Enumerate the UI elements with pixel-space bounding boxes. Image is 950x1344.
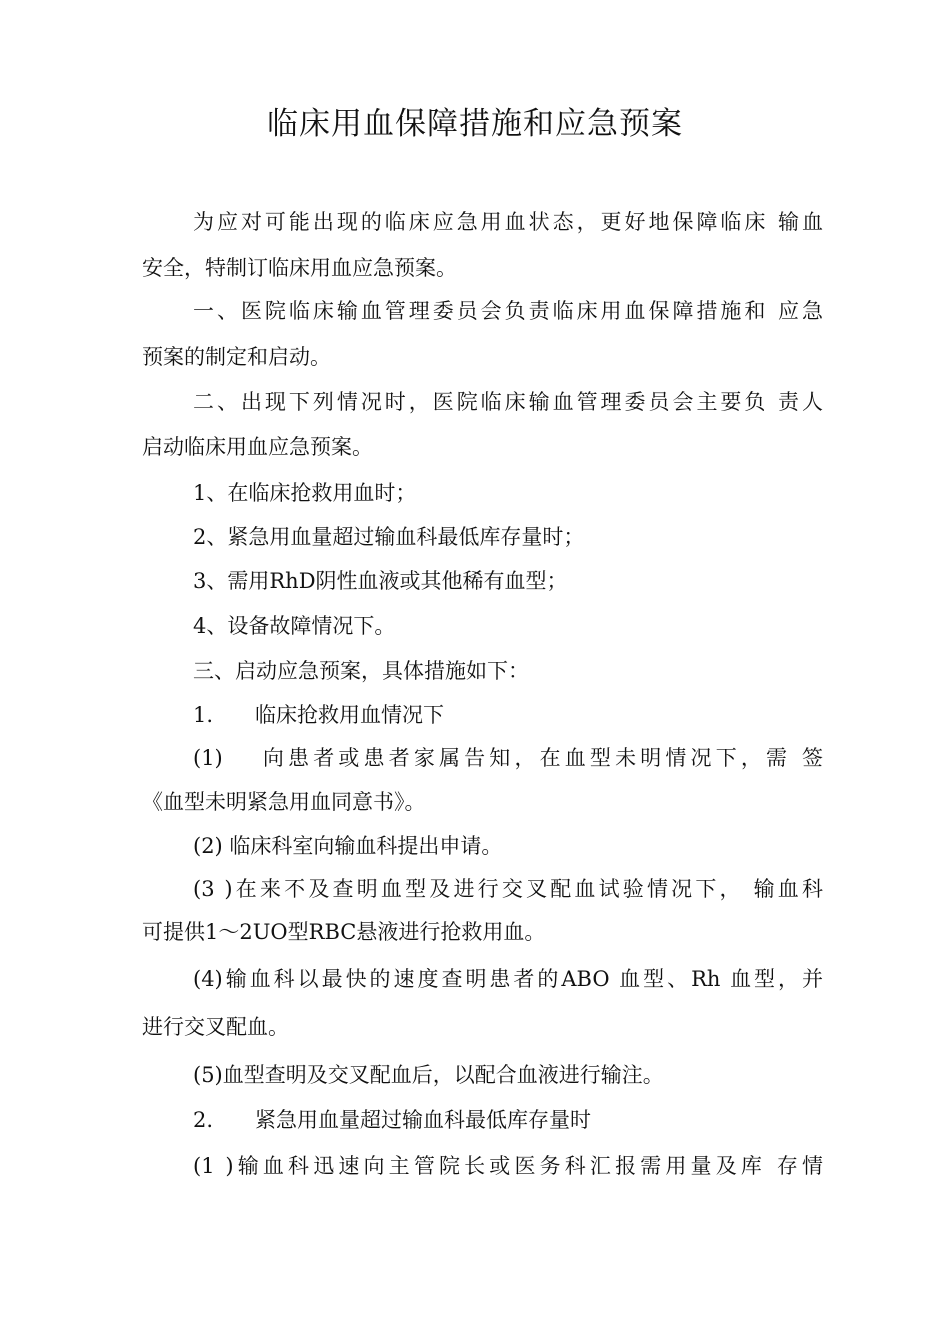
paragraph-line: 预案的制定和启动。 (142, 345, 331, 369)
paragraph-line: 可提供1〜2UO型RBC悬液进行抢救用血。 (142, 920, 546, 944)
paragraph-line: 二、出现下列情况时，医院临床输血管理委员会主要负 责人 (193, 390, 823, 414)
paragraph-line: 安全，特制订临床用血应急预案。 (142, 256, 457, 280)
subsection-heading: 1. 临床抢救用血情况下 (193, 703, 445, 727)
list-item: (2) 临床科室向输血科提出申请。 (193, 834, 503, 858)
section-heading: 三、启动应急预案，具体措施如下： (193, 659, 529, 683)
subsection-heading: 2. 紧急用血量超过输血科最低库存量时 (193, 1108, 592, 1132)
paragraph-line: (1 )输血科迅速向主管院长或医务科汇报需用量及库 存情 (193, 1154, 823, 1178)
paragraph-line: 进行交叉配血。 (142, 1015, 289, 1039)
paragraph-line: (4)输血科以最快的速度查明患者的ABO 血型、Rh 血型，并 (193, 967, 823, 991)
paragraph-line: 《血型未明紧急用血同意书》。 (142, 790, 426, 814)
paragraph-line: 启动临床用血应急预案。 (142, 435, 373, 459)
list-item: 1、在临床抢救用血时； (193, 481, 417, 505)
paragraph-line: (1) 向患者或患者家属告知，在血型未明情况下，需 签 (193, 746, 823, 770)
list-item: (5)血型查明及交叉配血后，以配合血液进行输注。 (193, 1063, 664, 1087)
list-item: 2、紧急用血量超过输血科最低库存量时； (193, 525, 585, 549)
paragraph-line: 为应对可能出现的临床应急用血状态，更好地保障临床 输血 (193, 210, 823, 234)
list-item: 4、设备故障情况下。 (193, 614, 396, 638)
list-item: 3、需用RhD阴性血液或其他稀有血型； (193, 569, 568, 593)
paragraph-line: 一、医院临床输血管理委员会负责临床用血保障措施和 应急 (193, 299, 823, 323)
paragraph-line: (3 )在来不及查明血型及进行交叉配血试验情况下， 输血科 (193, 877, 823, 901)
page-title: 临床用血保障措施和应急预案 (267, 106, 683, 142)
